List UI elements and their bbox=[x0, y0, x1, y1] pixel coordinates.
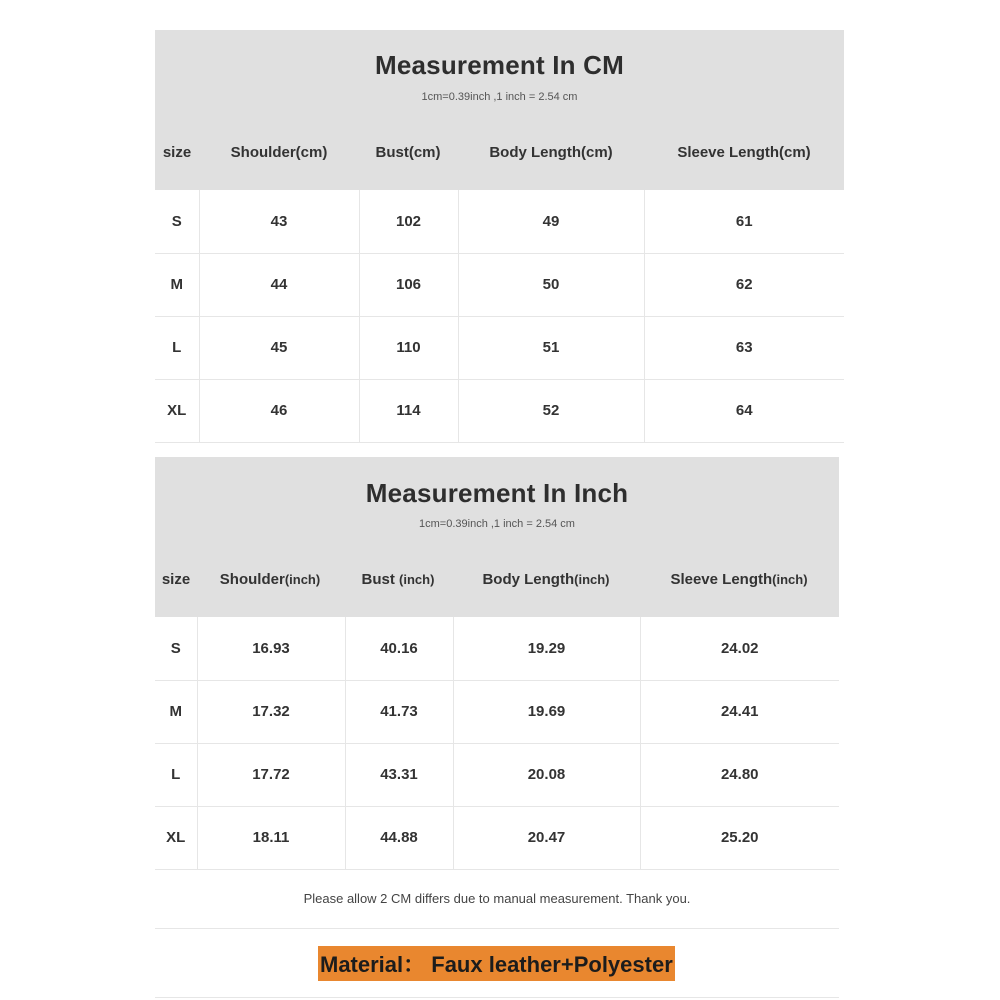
column-header-body-length: Body Length(inch) bbox=[482, 571, 610, 588]
table-row bbox=[155, 379, 844, 442]
sleeve-length-cell: 61 bbox=[644, 190, 844, 253]
column-header-bust: Bust(cm) bbox=[375, 144, 441, 161]
shoulder-cell: 17.72 bbox=[197, 743, 345, 806]
bust-cell: 40.16 bbox=[345, 617, 453, 680]
shoulder-cell: 44 bbox=[199, 253, 359, 316]
body-length-cell: 52 bbox=[458, 379, 644, 442]
cm-size-chart bbox=[155, 30, 844, 443]
bust-cell: 102 bbox=[359, 190, 458, 253]
column-header-size: size bbox=[162, 144, 192, 161]
measurement-disclaimer: Please allow 2 CM differs due to manual measurement. Thank you. bbox=[155, 870, 839, 929]
cm-conversion-note: 1cm=0.39inch ,1 inch = 2.54 cm bbox=[421, 91, 578, 103]
size-cell: M bbox=[155, 253, 199, 316]
table-row bbox=[155, 617, 839, 680]
inch-size-chart bbox=[155, 457, 839, 998]
body-length-cell: 50 bbox=[458, 253, 644, 316]
bust-cell: 110 bbox=[359, 316, 458, 379]
inch-chart-header bbox=[155, 457, 839, 617]
column-header-body-length: Body Length(cm) bbox=[489, 144, 613, 161]
body-length-cell: 51 bbox=[458, 316, 644, 379]
table-row bbox=[155, 680, 839, 743]
table-row bbox=[155, 806, 839, 869]
cm-chart-header bbox=[155, 30, 844, 190]
inch-chart-title: Measurement In Inch bbox=[365, 478, 629, 508]
bust-cell: 114 bbox=[359, 379, 458, 442]
material-row bbox=[155, 929, 839, 998]
size-cell: XL bbox=[155, 379, 199, 442]
shoulder-cell: 45 bbox=[199, 316, 359, 379]
column-header-shoulder: Shoulder(cm) bbox=[230, 144, 328, 161]
cm-data-table bbox=[155, 190, 844, 443]
bust-cell: 44.88 bbox=[345, 806, 453, 869]
bust-cell: 43.31 bbox=[345, 743, 453, 806]
body-length-cell: 20.47 bbox=[453, 806, 640, 869]
material-label: Material： Faux leather+Polyester bbox=[318, 946, 675, 981]
shoulder-cell: 16.93 bbox=[197, 617, 345, 680]
sleeve-length-cell: 25.20 bbox=[640, 806, 839, 869]
shoulder-cell: 17.32 bbox=[197, 680, 345, 743]
size-cell: S bbox=[155, 617, 197, 680]
inch-conversion-note: 1cm=0.39inch ,1 inch = 2.54 cm bbox=[419, 518, 575, 530]
table-row bbox=[155, 316, 844, 379]
shoulder-cell: 18.11 bbox=[197, 806, 345, 869]
size-cell: L bbox=[155, 743, 197, 806]
sleeve-length-cell: 24.41 bbox=[640, 680, 839, 743]
bust-cell: 41.73 bbox=[345, 680, 453, 743]
sleeve-length-cell: 24.80 bbox=[640, 743, 839, 806]
table-row bbox=[155, 743, 839, 806]
column-header-size: size bbox=[161, 571, 191, 588]
table-row bbox=[155, 253, 844, 316]
inch-data-table bbox=[155, 617, 839, 870]
column-header-shoulder: Shoulder(inch) bbox=[219, 571, 321, 588]
column-header-bust: Bust (inch) bbox=[361, 571, 435, 588]
cm-chart-title: Measurement In CM bbox=[374, 50, 624, 80]
shoulder-cell: 43 bbox=[199, 190, 359, 253]
sleeve-length-cell: 62 bbox=[644, 253, 844, 316]
body-length-cell: 19.69 bbox=[453, 680, 640, 743]
shoulder-cell: 46 bbox=[199, 379, 359, 442]
sleeve-length-cell: 64 bbox=[644, 379, 844, 442]
size-cell: XL bbox=[155, 806, 197, 869]
sleeve-length-cell: 63 bbox=[644, 316, 844, 379]
body-length-cell: 49 bbox=[458, 190, 644, 253]
column-header-sleeve-length: Sleeve Length(inch) bbox=[670, 571, 808, 588]
body-length-cell: 20.08 bbox=[453, 743, 640, 806]
bust-cell: 106 bbox=[359, 253, 458, 316]
body-length-cell: 19.29 bbox=[453, 617, 640, 680]
sleeve-length-cell: 24.02 bbox=[640, 617, 839, 680]
column-header-sleeve-length: Sleeve Length(cm) bbox=[677, 144, 811, 161]
table-row bbox=[155, 190, 844, 253]
size-cell: M bbox=[155, 680, 197, 743]
size-cell: L bbox=[155, 316, 199, 379]
size-cell: S bbox=[155, 190, 199, 253]
